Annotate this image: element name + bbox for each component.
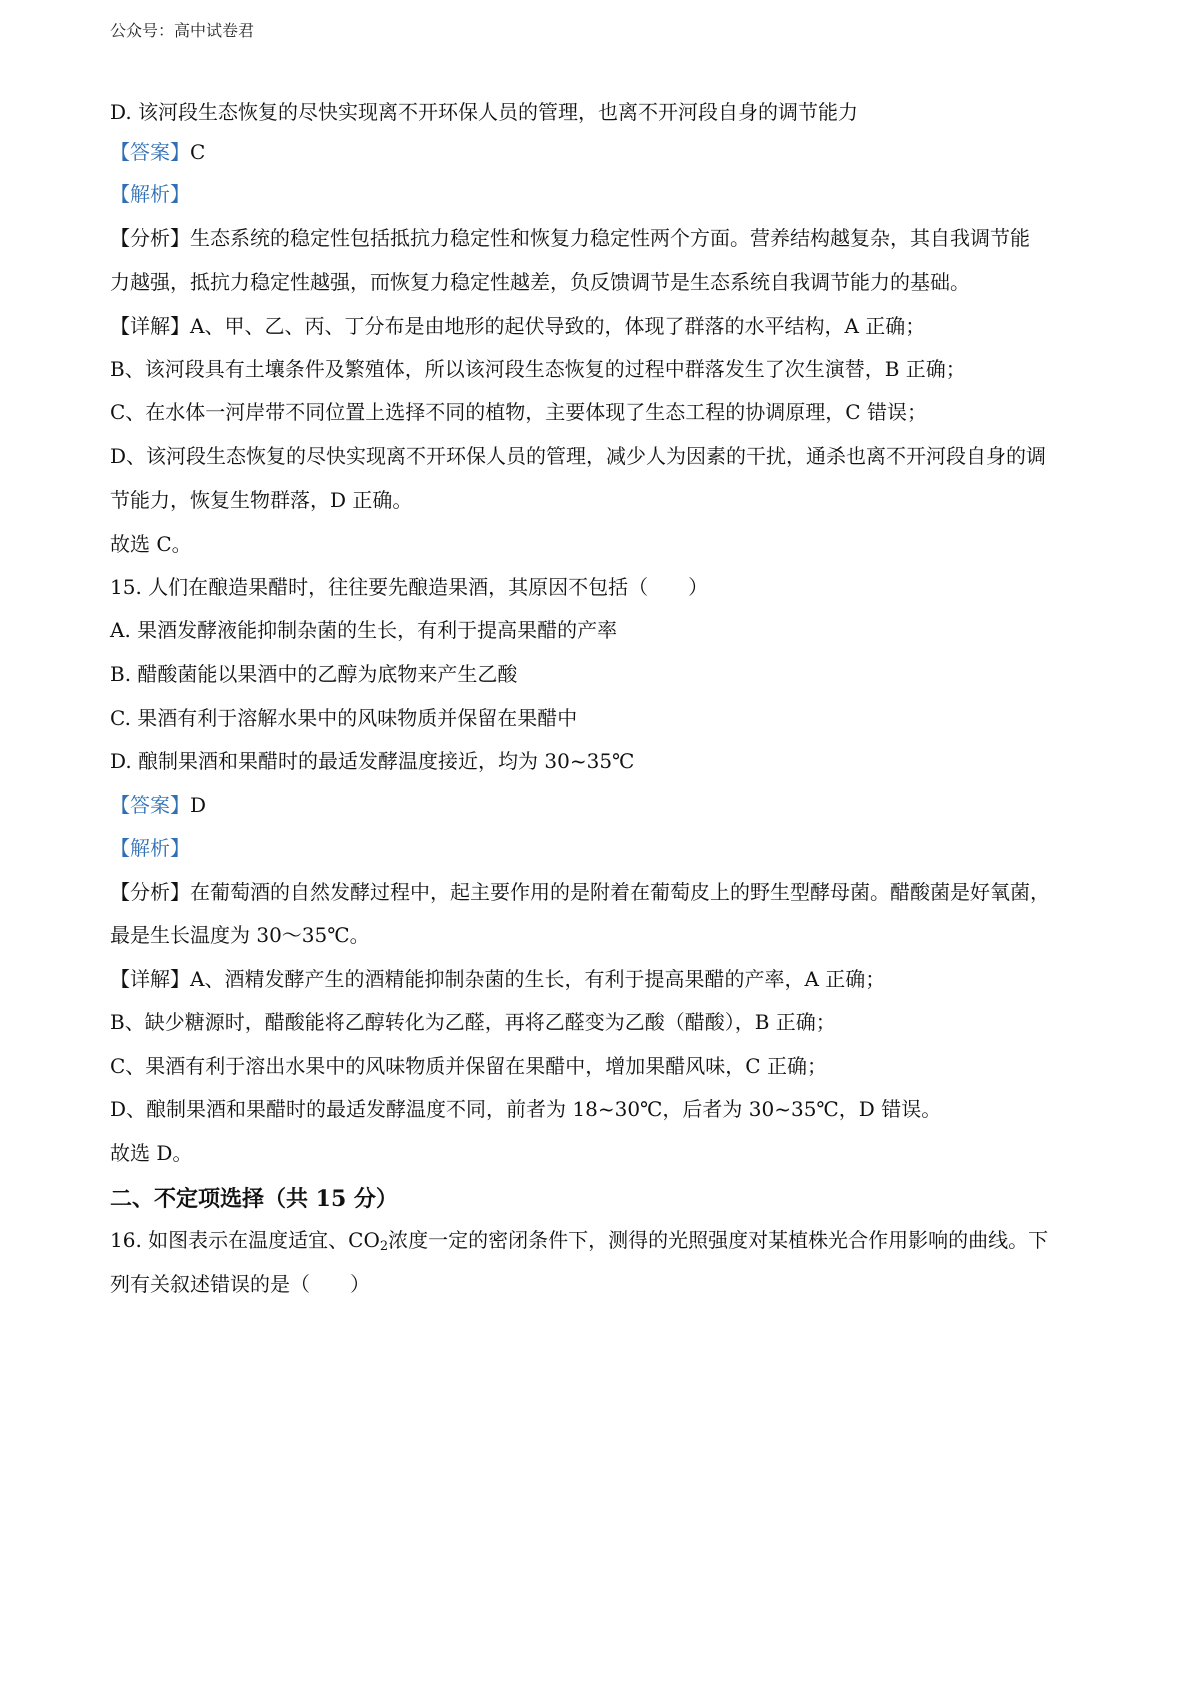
q14-option-d: D. 该河段生态恢复的尽快实现离不开环保人员的管理，也离不开河段自身的调节能力: [110, 100, 859, 124]
page-header: 公众号：高中试卷君: [110, 21, 255, 40]
q15-fenxi-line-1: [110, 878, 1050, 906]
q16-stem-line-2: 列有关叙述错误的是（ ）: [110, 1272, 370, 1296]
q15-option-c: C. 果酒有利于溶解水果中的风味物质并保留在果醋中: [110, 706, 578, 730]
answer-value: C: [190, 140, 206, 164]
q15-xiangjie-d: D、酿制果酒和果醋时的最适发酵温度不同，前者为 18~30℃，后者为 30~35℃，D 错误。: [110, 1097, 942, 1121]
q15-xiangjie-c: C、果酒有利于溶出水果中的风味物质并保留在果醋中，增加果醋风味，C 正确；: [110, 1054, 827, 1078]
q16-stem-post: 浓度一定的密闭条件下，测得的光照强度对某植株光合作用影响的曲线。下: [388, 1228, 1049, 1252]
q16-stem-pre: 16. 如图表示在温度适宜、CO: [110, 1228, 380, 1252]
answer-label: 【答案】: [110, 140, 190, 164]
fenxi-label: 【分析】: [110, 880, 190, 904]
answer-value: D: [190, 793, 207, 817]
q15-xiangjie-b: B、缺少糖源时，醋酸能将乙醇转化为乙醛，再将乙醛变为乙酸（醋酸），B 正确；: [110, 1010, 836, 1034]
q15-option-d: D. 酿制果酒和果醋时的最适发酵温度接近，均为 30~35℃: [110, 749, 635, 773]
xiangjie-text: A、甲、乙、丙、丁分布是由地形的起伏导致的，体现了群落的水平结构，A 正确；: [190, 314, 926, 338]
q14-xiangjie-a: [110, 312, 925, 340]
q14-xiangjie-c: C、在水体一河岸带不同位置上选择不同的植物，主要体现了生态工程的协调原理，C 错误；: [110, 400, 927, 424]
q15-option-b: B. 醋酸菌能以果酒中的乙醇为底物来产生乙酸: [110, 662, 518, 686]
xiangjie-text: A、酒精发酵产生的酒精能抑制杂菌的生长，有利于提高果醋的产率，A 正确；: [190, 967, 886, 991]
q15-stem: 15. 人们在酿造果醋时，往往要先酿造果酒，其原因不包括（ ）: [110, 575, 709, 599]
q15-xiangjie-a: [110, 965, 885, 993]
fenxi-text: 在葡萄酒的自然发酵过程中，起主要作用的是附着在葡萄皮上的野生型酵母菌。醋酸菌是好氧菌，: [190, 880, 1050, 904]
q14-xiangjie-d-1: D、该河段生态恢复的尽快实现离不开环保人员的管理，减少人为因素的干扰，通杀也离不开河段自身的调: [110, 444, 1047, 468]
section-title: 二、不定项选择（共 15 分）: [110, 1186, 398, 1212]
q14-fenxi-line-1: [110, 224, 1030, 252]
q16-stem-sub: 2: [379, 1239, 389, 1254]
xiangjie-label: 【详解】: [110, 314, 190, 338]
fenxi-label: 【分析】: [110, 226, 190, 250]
q14-xiangjie-d-2: 节能力，恢复生物群落，D 正确。: [110, 488, 413, 512]
q14-answer: [110, 138, 205, 166]
q16-stem-line-1: [110, 1226, 1048, 1261]
q14-analysis-label: 【解析】: [110, 182, 190, 206]
xiangjie-label: 【详解】: [110, 967, 190, 991]
q14-conclusion: 故选 C。: [110, 532, 192, 556]
q14-xiangjie-b: B、该河段具有土壤条件及繁殖体，所以该河段生态恢复的过程中群落发生了次生演替，B 正确；: [110, 357, 966, 381]
q15-conclusion: 故选 D。: [110, 1141, 193, 1165]
q14-fenxi-line-2: 力越强，抵抗力稳定性越强，而恢复力稳定性越差，负反馈调节是生态系统自我调节能力的基础。: [110, 270, 970, 294]
q15-answer: [110, 791, 206, 819]
q15-fenxi-line-2: 最是生长温度为 30～35℃。: [110, 923, 370, 947]
q15-analysis-label: 【解析】: [110, 836, 190, 860]
fenxi-text: 生态系统的稳定性包括抵抗力稳定性和恢复力稳定性两个方面。营养结构越复杂，其自我调节能: [190, 226, 1030, 250]
answer-label: 【答案】: [110, 793, 190, 817]
q15-option-a: A. 果酒发酵液能抑制杂菌的生长，有利于提高果醋的产率: [110, 618, 618, 642]
